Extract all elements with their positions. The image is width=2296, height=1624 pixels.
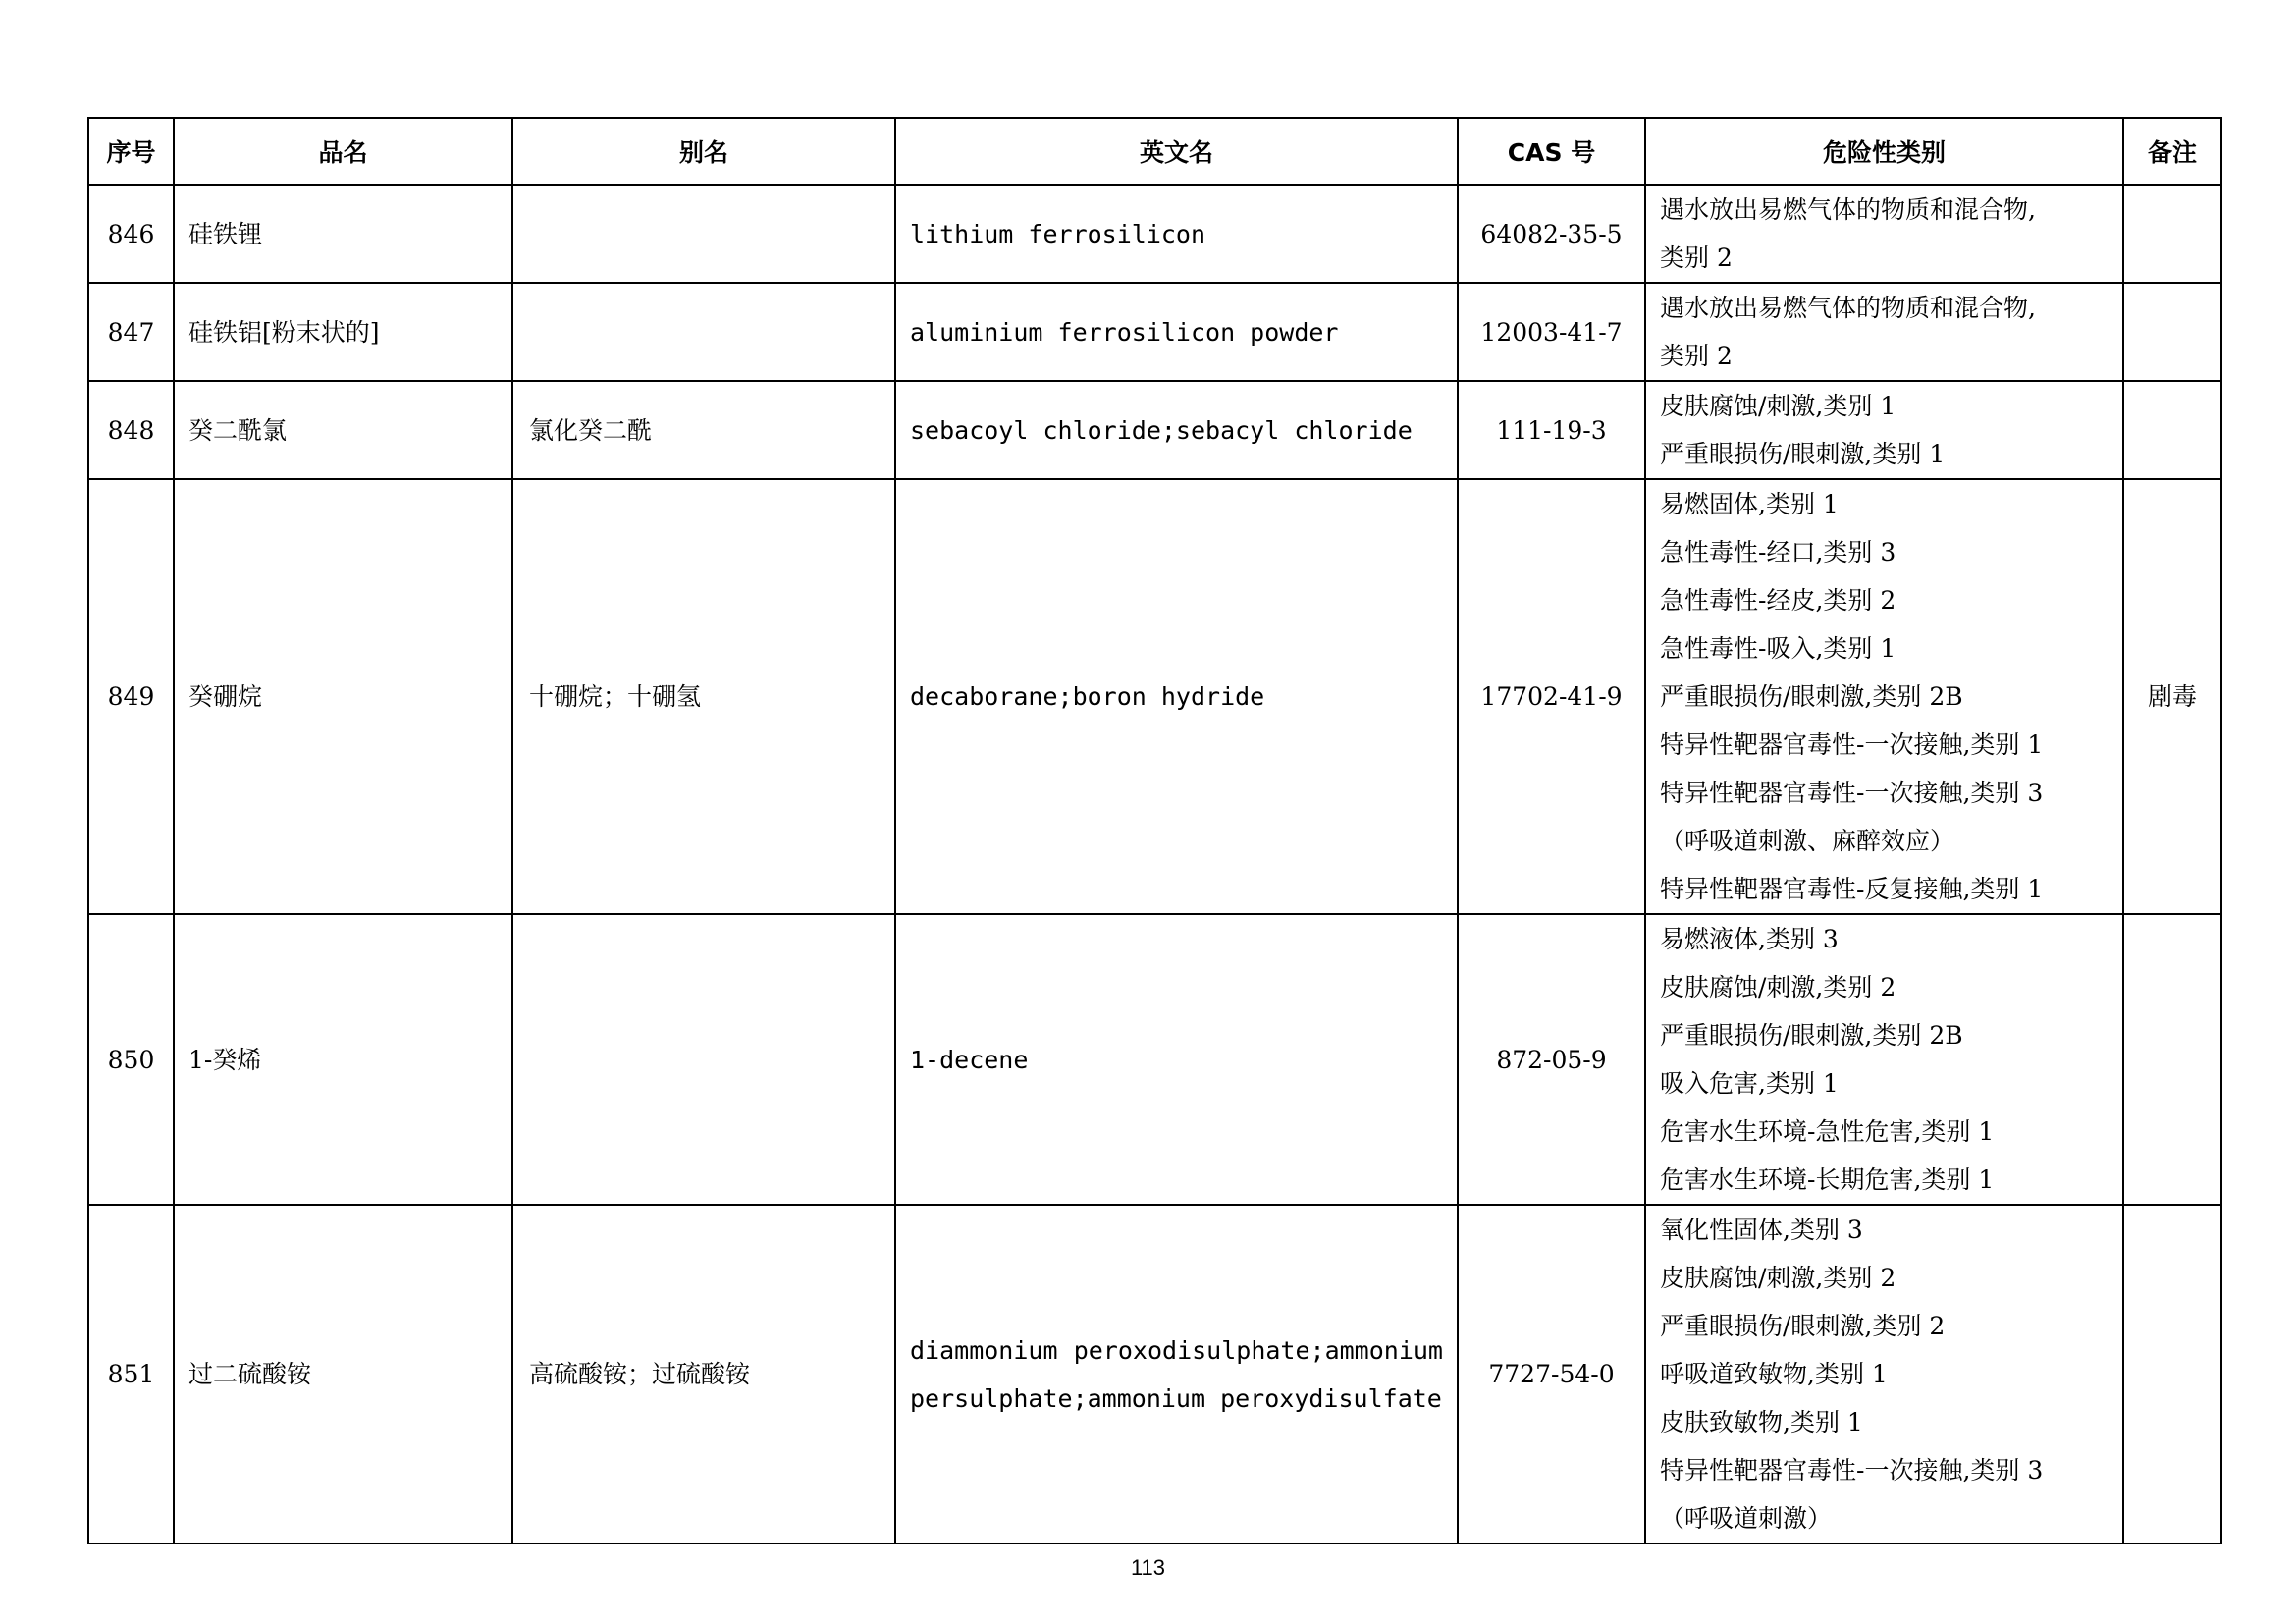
cell-cas-number: 111-19-3 [1458,381,1645,479]
cell-remarks [2123,283,2221,381]
hazard-line: 类别 2 [1660,244,1733,272]
cell-serial-number: 851 [88,1205,174,1543]
cell-cas-number: 12003-41-7 [1458,283,1645,381]
cell-product-name: 硅铁铝[粉末状的] [174,283,512,381]
cell-hazard-class [1645,914,2123,1205]
hazard-line: 易燃固体,类别 1 [1660,490,1839,518]
cell-serial-number: 849 [88,479,174,914]
header-cas-number: CAS 号 [1458,118,1645,185]
cell-product-name: 硅铁锂 [174,185,512,283]
hazard-line: 皮肤致敏物,类别 1 [1660,1408,1863,1436]
hazard-line: 易燃液体,类别 3 [1660,925,1839,953]
cell-hazard-class [1645,1205,2123,1543]
header-hazard-class: 危险性类别 [1645,118,2123,185]
header-product-name: 品名 [174,118,512,185]
table-row [88,185,2221,283]
cell-remarks [2123,1205,2221,1543]
cell-english-name: diammonium peroxodisulphate;ammonium persulphate;ammonium peroxydisulfate [895,1205,1458,1543]
cell-hazard-class [1645,381,2123,479]
header-english-name: 英文名 [895,118,1458,185]
table-header-row [88,118,2221,185]
hazard-line: 特异性靶器官毒性-反复接触,类别 1 [1660,875,2044,903]
cell-english-name: lithium ferrosilicon [895,185,1458,283]
table-row [88,914,2221,1205]
hazard-line: 急性毒性-经口,类别 3 [1660,538,1896,567]
cell-alias [512,283,895,381]
cell-cas-number: 17702-41-9 [1458,479,1645,914]
cell-english-name: sebacoyl chloride;sebacyl chloride [895,381,1458,479]
cell-serial-number: 847 [88,283,174,381]
cell-alias: 氯化癸二酰 [512,381,895,479]
cell-remarks [2123,185,2221,283]
cell-serial-number: 846 [88,185,174,283]
table-row [88,1205,2221,1543]
hazard-line: 皮肤腐蚀/刺激,类别 2 [1660,1264,1896,1292]
hazard-line: （呼吸道刺激、麻醉效应） [1660,827,1955,855]
table-row [88,283,2221,381]
table-row [88,381,2221,479]
table-row [88,479,2221,914]
cell-remarks [2123,381,2221,479]
cell-hazard-class [1645,185,2123,283]
cell-cas-number: 872-05-9 [1458,914,1645,1205]
hazard-line: 吸入危害,类别 1 [1660,1069,1839,1098]
hazard-line: 遇水放出易燃气体的物质和混合物, [1660,195,2036,224]
cell-product-name: 癸二酰氯 [174,381,512,479]
cell-english-name: aluminium ferrosilicon powder [895,283,1458,381]
cell-cas-number: 64082-35-5 [1458,185,1645,283]
hazard-line: 严重眼损伤/眼刺激,类别 2B [1660,1021,1963,1050]
hazard-line: 遇水放出易燃气体的物质和混合物, [1660,294,2036,322]
hazard-line: （呼吸道刺激） [1660,1504,1833,1533]
hazard-line: 严重眼损伤/眼刺激,类别 2B [1660,682,1963,711]
hazard-line: 危害水生环境-急性危害,类别 1 [1660,1117,1995,1146]
cell-alias [512,185,895,283]
hazard-line: 急性毒性-经皮,类别 2 [1660,586,1896,615]
cell-remarks: 剧毒 [2123,479,2221,914]
cell-product-name: 癸硼烷 [174,479,512,914]
cell-english-name: 1-decene [895,914,1458,1205]
hazard-line: 急性毒性-吸入,类别 1 [1660,634,1896,663]
cell-serial-number: 848 [88,381,174,479]
header-alias: 别名 [512,118,895,185]
hazard-line: 类别 2 [1660,342,1733,370]
cell-english-name: decaborane;boron hydride [895,479,1458,914]
header-serial-number: 序号 [88,118,174,185]
cell-alias: 十硼烷；十硼氢 [512,479,895,914]
hazard-line: 特异性靶器官毒性-一次接触,类别 3 [1660,779,2044,807]
cell-alias: 高硫酸铵；过硫酸铵 [512,1205,895,1543]
cell-product-name: 1-癸烯 [174,914,512,1205]
hazard-line: 危害水生环境-长期危害,类别 1 [1660,1165,1995,1194]
cell-hazard-class [1645,479,2123,914]
hazard-line: 呼吸道致敏物,类别 1 [1660,1360,1888,1388]
hazard-line: 特异性靶器官毒性-一次接触,类别 3 [1660,1456,2044,1485]
hazard-line: 严重眼损伤/眼刺激,类别 1 [1660,440,1946,468]
hazard-line: 特异性靶器官毒性-一次接触,类别 1 [1660,731,2044,759]
hazard-line: 皮肤腐蚀/刺激,类别 1 [1660,392,1896,420]
hazard-line: 氧化性固体,类别 3 [1660,1216,1863,1244]
cell-remarks [2123,914,2221,1205]
header-remarks: 备注 [2123,118,2221,185]
cell-cas-number: 7727-54-0 [1458,1205,1645,1543]
hazardous-chemicals-table [87,117,2222,1544]
cell-serial-number: 850 [88,914,174,1205]
hazard-line: 皮肤腐蚀/刺激,类别 2 [1660,973,1896,1001]
cell-product-name: 过二硫酸铵 [174,1205,512,1543]
cell-alias [512,914,895,1205]
page-number: 113 [1130,1555,1166,1580]
cell-hazard-class [1645,283,2123,381]
hazard-line: 严重眼损伤/眼刺激,类别 2 [1660,1312,1946,1340]
